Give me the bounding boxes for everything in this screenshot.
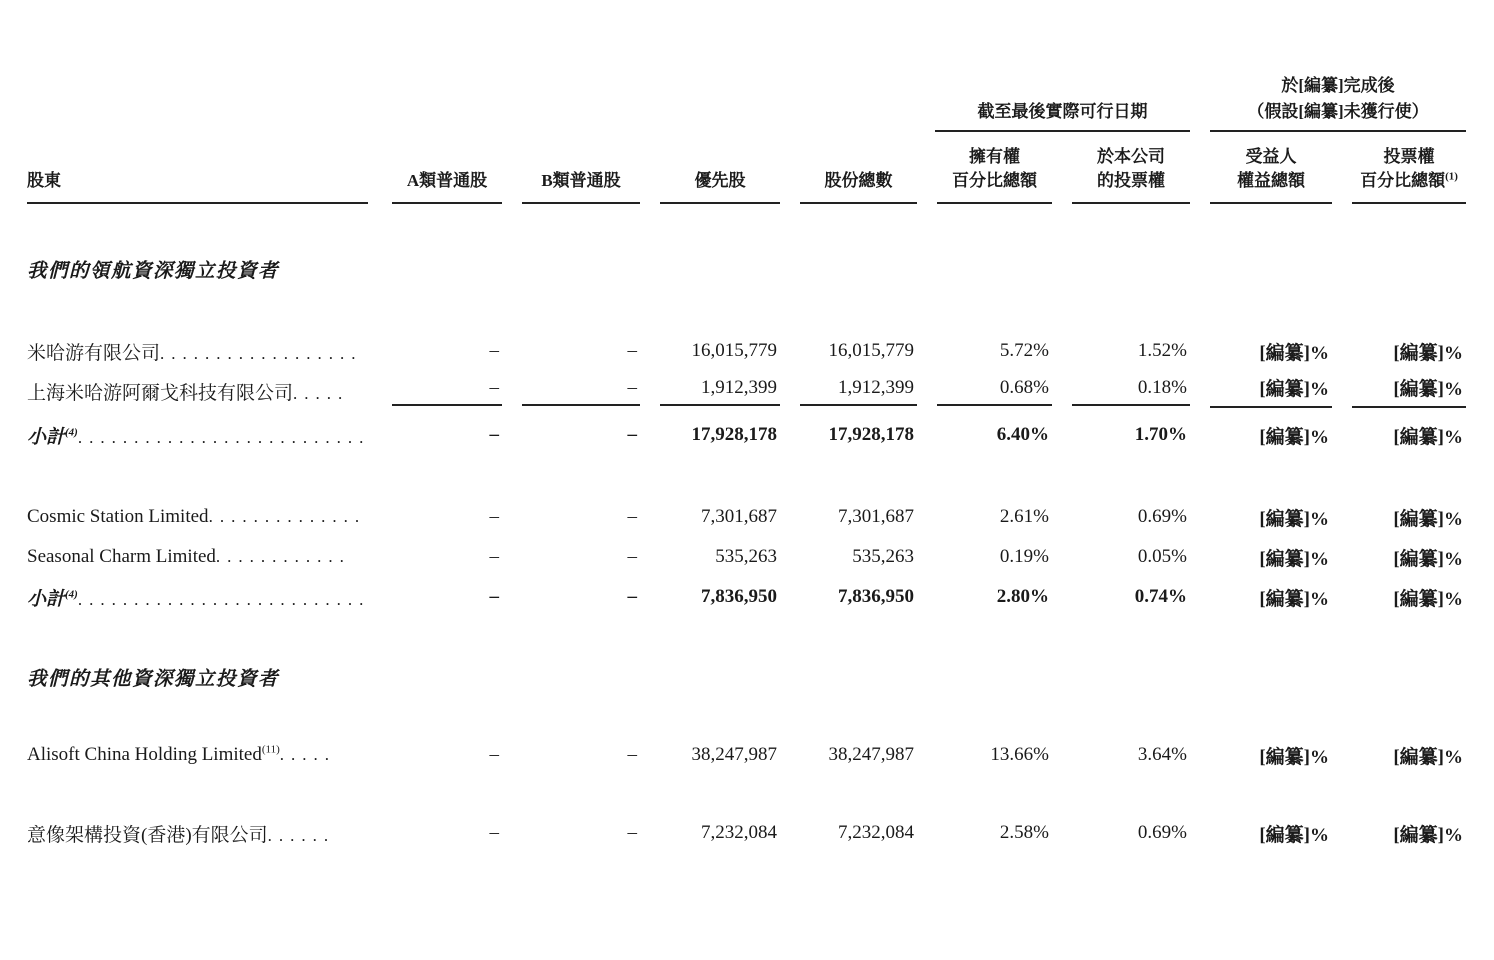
col-header-shareholder bbox=[27, 132, 372, 204]
col-header-voting-line1: 於本公司 bbox=[1097, 146, 1165, 166]
value-voting-pct: [編纂]% bbox=[1393, 508, 1464, 530]
value-voting-pct: [編纂]% bbox=[1393, 588, 1464, 610]
cell-shareholder bbox=[27, 411, 372, 459]
cell-total-shares bbox=[780, 813, 917, 853]
cell-class-a bbox=[372, 411, 502, 459]
leader-dots: .......................... bbox=[77, 589, 371, 609]
value-voting-pct: [編纂]% bbox=[1393, 342, 1464, 364]
section-title-other-investors: 我們的其他資深獨立投資者 bbox=[27, 669, 280, 690]
value-class-b: – bbox=[627, 822, 637, 843]
cell-total-shares bbox=[780, 411, 917, 459]
col-header-voting-pct bbox=[1332, 132, 1466, 204]
cell-voting-rights bbox=[1052, 813, 1190, 853]
cell-beneficial-interest bbox=[1190, 735, 1332, 775]
col-header-total-shares bbox=[780, 132, 917, 204]
value-class-b: – bbox=[627, 340, 637, 361]
cell-shareholder bbox=[27, 577, 372, 617]
value-preferred: 7,232,084 bbox=[701, 822, 777, 843]
leader-dots: ..... bbox=[279, 745, 337, 764]
value-total-shares: 7,301,687 bbox=[838, 506, 914, 527]
value-ownership-pct: 2.80% bbox=[996, 586, 1049, 607]
value-total-shares: 16,015,779 bbox=[828, 340, 914, 361]
cell-beneficial-interest bbox=[1190, 411, 1332, 459]
section-title-lead-investors: 我們的領航資深獨立投資者 bbox=[27, 261, 280, 282]
shareholder-name: 上海米哈游阿爾戈科技有限公司 bbox=[27, 382, 294, 404]
footnote-ref: (4) bbox=[65, 588, 78, 601]
table-row bbox=[27, 537, 1466, 577]
cell-voting-pct bbox=[1332, 577, 1466, 617]
value-class-a: – bbox=[489, 424, 499, 445]
value-class-a: – bbox=[489, 340, 499, 361]
cell-voting-pct bbox=[1332, 331, 1466, 371]
footnote-ref: (1) bbox=[1445, 170, 1458, 183]
value-class-b: – bbox=[627, 424, 637, 445]
value-class-a: – bbox=[489, 822, 499, 843]
cell-shareholder bbox=[27, 735, 372, 775]
value-voting-pct: [編纂]% bbox=[1352, 374, 1466, 408]
cell-class-b bbox=[502, 371, 640, 411]
value-class-a: – bbox=[489, 744, 499, 765]
leader-dots: ...... bbox=[267, 825, 336, 845]
value-class-b: – bbox=[522, 377, 640, 406]
cell-class-a bbox=[372, 813, 502, 853]
section-title-row bbox=[27, 657, 1466, 697]
subtotal-row bbox=[27, 411, 1466, 459]
cell-ownership-pct bbox=[917, 371, 1052, 411]
value-beneficial-interest: [編纂]% bbox=[1259, 548, 1329, 570]
spacer bbox=[27, 289, 1466, 331]
value-beneficial-interest: [編纂]% bbox=[1210, 374, 1332, 408]
cell-shareholder bbox=[27, 497, 372, 537]
group-header-post-offering-line2: （假設[編纂]未獲行使） bbox=[1247, 101, 1429, 121]
shareholder-name: Alisoft China Holding Limited bbox=[27, 744, 262, 765]
col-header-class-b-label: B類普通股 bbox=[541, 171, 621, 191]
cell-beneficial-interest bbox=[1190, 497, 1332, 537]
value-total-shares: 1,912,399 bbox=[800, 377, 917, 406]
table-row bbox=[27, 497, 1466, 537]
cell-voting-rights bbox=[1052, 537, 1190, 577]
value-preferred: 7,301,687 bbox=[701, 506, 777, 527]
value-preferred: 17,928,178 bbox=[691, 424, 777, 445]
subtotal-label: 小計 bbox=[27, 426, 66, 448]
footnote-ref: (11) bbox=[261, 743, 280, 756]
value-voting-pct: [編纂]% bbox=[1393, 746, 1464, 768]
value-beneficial-interest: [編纂]% bbox=[1259, 746, 1329, 768]
col-header-beneficial-interest bbox=[1190, 132, 1332, 204]
cell-preferred bbox=[640, 331, 780, 371]
value-preferred: 16,015,779 bbox=[691, 340, 777, 361]
cell-voting-rights bbox=[1052, 735, 1190, 775]
value-voting-rights: 1.70% bbox=[1134, 424, 1187, 445]
value-ownership-pct: 5.72% bbox=[999, 340, 1049, 361]
cell-ownership-pct bbox=[917, 331, 1052, 371]
cell-preferred bbox=[640, 411, 780, 459]
table-row bbox=[27, 331, 1466, 371]
col-header-voting-pct-line1: 投票權 bbox=[1383, 146, 1435, 166]
col-header-ownership-line1: 擁有權 bbox=[969, 146, 1020, 166]
cell-ownership-pct bbox=[917, 577, 1052, 617]
cell-shareholder bbox=[27, 813, 372, 853]
leader-dots: ..... bbox=[293, 383, 350, 403]
cell-shareholder bbox=[27, 537, 372, 577]
spacer bbox=[27, 204, 1466, 249]
subtotal-row bbox=[27, 577, 1466, 617]
col-header-beneficial-line2: 權益總額 bbox=[1237, 171, 1305, 191]
cell-preferred bbox=[640, 813, 780, 853]
cell-class-a bbox=[372, 577, 502, 617]
group-header-post-offering bbox=[1190, 56, 1466, 132]
value-voting-pct: [編纂]% bbox=[1393, 548, 1464, 570]
value-class-b: – bbox=[627, 586, 637, 607]
col-header-class-a bbox=[372, 132, 502, 204]
cell-total-shares bbox=[780, 735, 917, 775]
value-class-a: – bbox=[392, 377, 502, 406]
value-beneficial-interest: [編纂]% bbox=[1259, 426, 1329, 448]
cell-class-a bbox=[372, 331, 502, 371]
value-class-a: – bbox=[489, 586, 499, 607]
cell-preferred bbox=[640, 371, 780, 411]
cell-voting-rights bbox=[1052, 411, 1190, 459]
subtotal-label: 小計 bbox=[27, 588, 66, 610]
col-header-preferred bbox=[640, 132, 780, 204]
value-voting-rights: 3.64% bbox=[1137, 744, 1187, 765]
value-total-shares: 17,928,178 bbox=[828, 424, 914, 445]
cell-voting-pct bbox=[1332, 735, 1466, 775]
header-spacer bbox=[27, 56, 917, 132]
value-voting-rights: 0.05% bbox=[1137, 546, 1187, 567]
cell-beneficial-interest bbox=[1190, 371, 1332, 411]
value-preferred: 38,247,987 bbox=[691, 744, 777, 765]
value-voting-pct: [編纂]% bbox=[1393, 426, 1464, 448]
cell-total-shares bbox=[780, 537, 917, 577]
col-header-shareholder-label: 股東 bbox=[27, 171, 61, 191]
cell-class-b bbox=[502, 497, 640, 537]
cell-total-shares bbox=[780, 497, 917, 537]
section-title-other-investors-cell bbox=[27, 657, 1466, 697]
value-beneficial-interest: [編纂]% bbox=[1259, 508, 1329, 530]
cell-ownership-pct bbox=[917, 735, 1052, 775]
value-beneficial-interest: [編纂]% bbox=[1259, 824, 1329, 846]
value-class-a: – bbox=[489, 506, 499, 527]
value-preferred: 535,263 bbox=[715, 546, 777, 567]
value-class-b: – bbox=[627, 744, 637, 765]
col-header-voting-line2: 的投票權 bbox=[1097, 171, 1165, 191]
col-header-ownership-pct bbox=[917, 132, 1052, 204]
col-header-total-shares-label: 股份總數 bbox=[824, 171, 893, 191]
value-ownership-pct: 0.68% bbox=[937, 377, 1052, 406]
leader-dots: .............. bbox=[208, 507, 367, 526]
cell-class-b bbox=[502, 813, 640, 853]
value-total-shares: 535,263 bbox=[852, 546, 914, 567]
leader-dots: ............ bbox=[215, 547, 351, 566]
cell-total-shares bbox=[780, 331, 917, 371]
cell-preferred bbox=[640, 537, 780, 577]
spacer bbox=[27, 775, 1466, 813]
cell-class-b bbox=[502, 577, 640, 617]
value-total-shares: 38,247,987 bbox=[828, 744, 914, 765]
shareholder-name: 意像架構投資(香港)有限公司 bbox=[27, 824, 268, 846]
value-voting-rights: 1.52% bbox=[1137, 340, 1187, 361]
value-total-shares: 7,836,950 bbox=[838, 586, 914, 607]
cell-ownership-pct bbox=[917, 537, 1052, 577]
cell-voting-pct bbox=[1332, 497, 1466, 537]
cell-preferred bbox=[640, 735, 780, 775]
group-header-post-offering-label bbox=[1210, 73, 1466, 132]
cell-preferred bbox=[640, 497, 780, 537]
shareholder-name: Cosmic Station Limited bbox=[27, 506, 209, 527]
value-total-shares: 7,232,084 bbox=[838, 822, 914, 843]
cell-class-a bbox=[372, 537, 502, 577]
value-preferred: 7,836,950 bbox=[701, 586, 777, 607]
table-row bbox=[27, 371, 1466, 411]
shareholder-name: 米哈游有限公司 bbox=[27, 342, 161, 364]
group-header-post-offering-line1: 於[編纂]完成後 bbox=[1281, 76, 1395, 95]
value-beneficial-interest: [編纂]% bbox=[1259, 588, 1329, 610]
cell-beneficial-interest bbox=[1190, 577, 1332, 617]
value-ownership-pct: 13.66% bbox=[990, 744, 1049, 765]
cell-voting-pct bbox=[1332, 537, 1466, 577]
value-ownership-pct: 0.19% bbox=[999, 546, 1049, 567]
col-header-voting-pct-label: 百分比總額 bbox=[1360, 171, 1446, 191]
col-header-ownership-line2: 百分比總額 bbox=[952, 171, 1037, 191]
value-class-b: – bbox=[627, 506, 637, 527]
cell-class-b bbox=[502, 537, 640, 577]
col-header-preferred-label: 優先股 bbox=[694, 171, 746, 191]
col-header-voting-pct-line2 bbox=[1352, 169, 1466, 194]
cell-ownership-pct bbox=[917, 497, 1052, 537]
value-ownership-pct: 6.40% bbox=[996, 424, 1049, 445]
cell-shareholder bbox=[27, 331, 372, 371]
value-class-b: – bbox=[627, 546, 637, 567]
group-header-latest-date-label: 截至最後實際可行日期 bbox=[935, 99, 1190, 133]
value-voting-rights: 0.18% bbox=[1072, 377, 1190, 406]
value-ownership-pct: 2.58% bbox=[999, 822, 1049, 843]
col-header-beneficial-line1: 受益人 bbox=[1245, 146, 1297, 166]
cell-preferred bbox=[640, 577, 780, 617]
section-title-row bbox=[27, 249, 1466, 289]
cell-beneficial-interest bbox=[1190, 813, 1332, 853]
value-beneficial-interest: [編纂]% bbox=[1259, 342, 1329, 364]
cell-voting-rights bbox=[1052, 497, 1190, 537]
cell-voting-rights bbox=[1052, 331, 1190, 371]
cell-class-b bbox=[502, 411, 640, 459]
shareholding-table bbox=[27, 56, 1466, 853]
leader-dots: .................. bbox=[160, 343, 363, 363]
value-voting-rights: 0.69% bbox=[1137, 506, 1187, 527]
cell-class-a bbox=[372, 735, 502, 775]
col-header-class-a-label: A類普通股 bbox=[406, 171, 488, 191]
cell-total-shares bbox=[780, 371, 917, 411]
cell-voting-pct bbox=[1332, 813, 1466, 853]
cell-class-a bbox=[372, 371, 502, 411]
cell-voting-pct bbox=[1332, 371, 1466, 411]
value-class-a: – bbox=[489, 546, 499, 567]
cell-voting-pct bbox=[1332, 411, 1466, 459]
cell-shareholder bbox=[27, 371, 372, 411]
cell-total-shares bbox=[780, 577, 917, 617]
table-row bbox=[27, 813, 1466, 853]
cell-ownership-pct bbox=[917, 411, 1052, 459]
spacer bbox=[27, 617, 1466, 657]
cell-beneficial-interest bbox=[1190, 331, 1332, 371]
value-preferred: 1,912,399 bbox=[660, 377, 780, 406]
footnote-ref: (4) bbox=[65, 426, 78, 439]
col-header-voting-rights bbox=[1052, 132, 1190, 204]
shareholder-name: Seasonal Charm Limited bbox=[27, 546, 216, 567]
section-title-lead-investors-cell bbox=[27, 249, 1466, 289]
value-ownership-pct: 2.61% bbox=[999, 506, 1049, 527]
group-header-latest-date bbox=[917, 56, 1190, 132]
cell-beneficial-interest bbox=[1190, 537, 1332, 577]
value-voting-rights: 0.69% bbox=[1137, 822, 1187, 843]
cell-voting-rights bbox=[1052, 371, 1190, 411]
cell-class-b bbox=[502, 735, 640, 775]
spacer bbox=[27, 459, 1466, 497]
cell-ownership-pct bbox=[917, 813, 1052, 853]
value-voting-rights: 0.74% bbox=[1134, 586, 1187, 607]
col-header-class-b bbox=[502, 132, 640, 204]
table-row bbox=[27, 735, 1466, 775]
value-voting-pct: [編纂]% bbox=[1393, 824, 1464, 846]
cell-class-a bbox=[372, 497, 502, 537]
spacer bbox=[27, 697, 1466, 735]
leader-dots: .......................... bbox=[77, 427, 371, 447]
cell-voting-rights bbox=[1052, 577, 1190, 617]
cell-class-b bbox=[502, 331, 640, 371]
